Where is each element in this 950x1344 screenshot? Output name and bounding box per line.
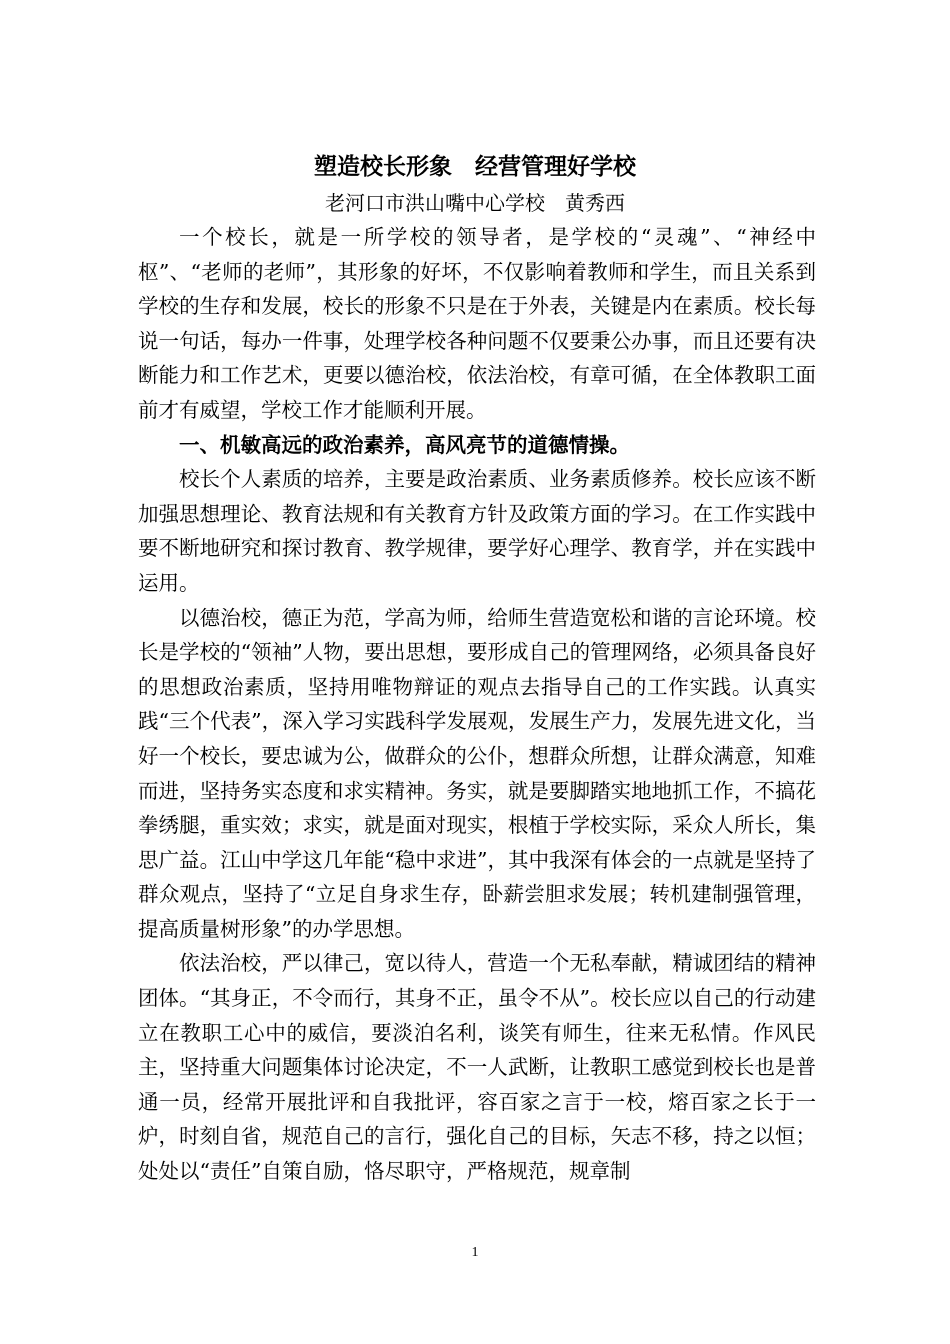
paragraph-intro: 一个校长，就是一所学校的领导者，是学校的“灵魂”、“神经中枢”、“老师的老师”，其形象的好坏，不仅影响着教师和学生，而且关系到学校的生存和发展，校长的形象不只是在于外表，关键是内在素质。校长每说一句话，每办一件事，处理学校各种问题不仅要秉公办事，而且还要有决断能力和工作艺术，更要以德治校，依法治校，有章可循，在全体教职工面前才有威望，学校工作才能顺利开展。 xyxy=(138,225,816,422)
paragraph-quality: 校长个人素质的培养，主要是政治素质、业务素质修养。校长应该不断加强思想理论、教育法规和有关教育方针及政策方面的学习。在工作实践中要不断地研究和探讨教育、教学规律，要学好心理学、教育学，并在实践中运用。 xyxy=(138,467,816,595)
document-byline: 老河口市洪山嘴中心学校 黄秀西 xyxy=(325,191,625,215)
paragraph-moral-governance: 以德治校，德正为范，学高为师，给师生营造宽松和谐的言论环境。校长是学校的“领袖”人物，要出思想，要形成自己的管理网络，必须具备良好的思想政治素质，坚持用唯物辩证的观点去指导自己的工作实践。认真实践“三个代表”，深入学习实践科学发展观，发展生产力，发展先进文化，当好一个校长，要忠诚为公，做群众的公仆，想群众所想，让群众满意，知难而进，坚持务实态度和求实精神。务实，就是要脚踏实地地抓工作，不搞花拳绣腿，重实效；求实，就是面对现实，根植于学校实际，采众人所长，集思广益。江山中学这几年能“稳中求进”，其中我深有体会的一点就是坚持了群众观点，坚持了“立足自身求生存，卧薪尝胆求发展；转机建制强管理，提高质量树形象”的办学思想。 xyxy=(138,605,816,941)
document-title: 塑造校长形象 经营管理好学校 xyxy=(314,154,636,180)
page-number: 1 xyxy=(471,1245,479,1260)
document-body xyxy=(138,220,816,1189)
section-heading: 一、机敏高远的政治素养，高风亮节的道德情操。 xyxy=(179,432,630,457)
paragraph-legal-governance: 依法治校，严以律己，宽以待人，营造一个无私奉献，精诚团结的精神团体。“其身正，不令而行，其身不正，虽令不从”。校长应以自己的行动建立在教职工心中的威信，要淡泊名利，谈笑有师生，往来无私情。作风民主，坚持重大问题集体讨论决定，不一人武断，让教职工感觉到校长也是普通一员，经常开展批评和自我批评，容百家之言于一校，熔百家之长于一炉，时刻自省，规范自己的言行，强化自己的目标，矢志不移，持之以恒；处处以“责任”自策自励，恪尽职守，严格规范，规章制 xyxy=(138,951,816,1184)
